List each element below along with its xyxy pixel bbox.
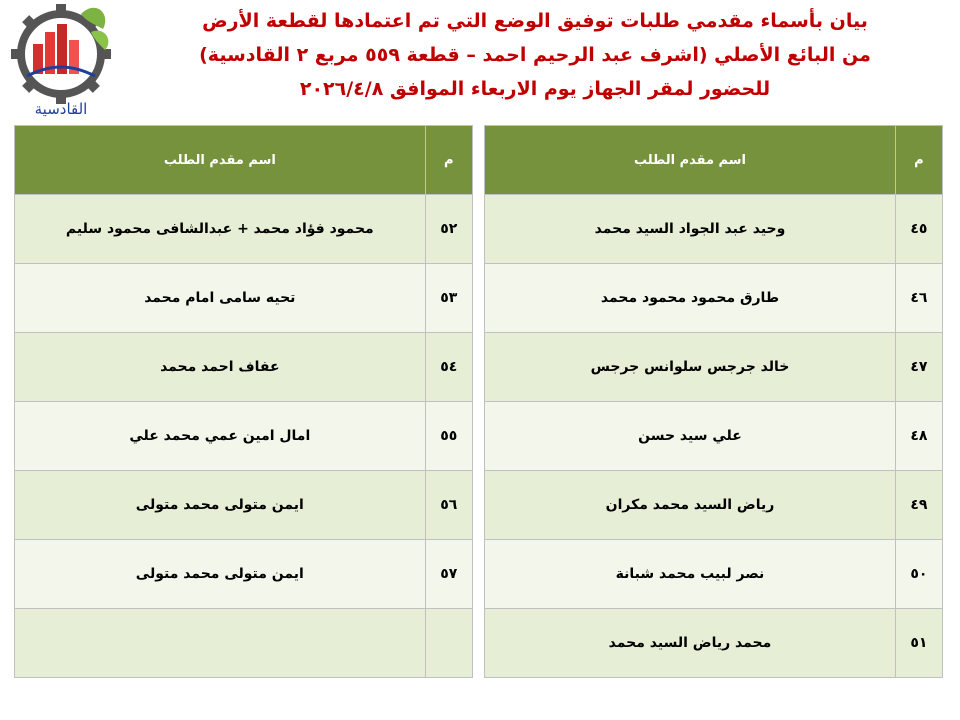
column-gap (472, 609, 484, 678)
header-name-right: اسم مقدم الطلب (485, 126, 896, 195)
applicant-name: رياض السيد محمد مكران (485, 471, 896, 540)
title-line-3: للحضور لمقر الجهاز يوم الاربعاء الموافق ٢٠٢٦/٤/٨ (299, 78, 771, 100)
applicant-name: وحيد عبد الجواد السيد محمد (485, 195, 896, 264)
applicant-name: محمود فؤاد محمد + عبدالشافى محمود سليم (15, 195, 426, 264)
table-row (15, 471, 943, 540)
header-number-right: م (895, 126, 942, 195)
title-line-2: من البائع الأصلي (اشرف عبد الرحيم احمد – قطعة ٥٥٩ مربع ٢ القادسية) (199, 44, 871, 66)
column-gap (472, 264, 484, 333)
header-number-left: م (425, 126, 472, 195)
row-number: ٤٨ (895, 402, 942, 471)
table-row (15, 402, 943, 471)
applicant-name (15, 609, 426, 678)
column-gap (472, 126, 484, 195)
row-number: ٥٤ (425, 333, 472, 402)
applicant-name: تحيه سامى امام محمد (15, 264, 426, 333)
column-gap (472, 471, 484, 540)
header-name-left: اسم مقدم الطلب (15, 126, 426, 195)
row-number: ٥٦ (425, 471, 472, 540)
table-row (15, 609, 943, 678)
row-number: ٥٧ (425, 540, 472, 609)
table-row (15, 195, 943, 264)
row-number: ٤٥ (895, 195, 942, 264)
logo (6, 4, 116, 120)
logo-caption: القادسية (34, 100, 88, 118)
applicant-name: عفاف احمد محمد (15, 333, 426, 402)
applicant-name: محمد رياض السيد محمد (485, 609, 896, 678)
title-line-1: بيان بأسماء مقدمي طلبات توفيق الوضع التي تم اعتمادها لقطعة الأرض (202, 10, 868, 32)
row-number: ٤٧ (895, 333, 942, 402)
table-row (15, 333, 943, 402)
column-gap (472, 333, 484, 402)
table-row (15, 540, 943, 609)
gear-emblem-icon (6, 4, 116, 104)
table-row (15, 264, 943, 333)
row-number: ٥١ (895, 609, 942, 678)
row-number: ٥٠ (895, 540, 942, 609)
row-number: ٤٦ (895, 264, 942, 333)
applicant-name: نصر لبيب محمد شبانة (485, 540, 896, 609)
applicant-name: خالد جرجس سلوانس جرجس (485, 333, 896, 402)
row-number: ٥٥ (425, 402, 472, 471)
applicant-name: طارق محمود محمود محمد (485, 264, 896, 333)
column-gap (472, 540, 484, 609)
column-gap (472, 402, 484, 471)
applicant-name: علي سيد حسن (485, 402, 896, 471)
row-number: ٥٢ (425, 195, 472, 264)
applicant-name: ايمن متولى محمد متولى (15, 540, 426, 609)
row-number: ٤٩ (895, 471, 942, 540)
row-number (425, 609, 472, 678)
column-gap (472, 195, 484, 264)
applicants-table (14, 125, 943, 678)
applicant-name: امال امين عمي محمد علي (15, 402, 426, 471)
applicant-name: ايمن متولى محمد متولى (15, 471, 426, 540)
page-header (120, 4, 950, 106)
table-header-row (15, 126, 943, 195)
row-number: ٥٣ (425, 264, 472, 333)
